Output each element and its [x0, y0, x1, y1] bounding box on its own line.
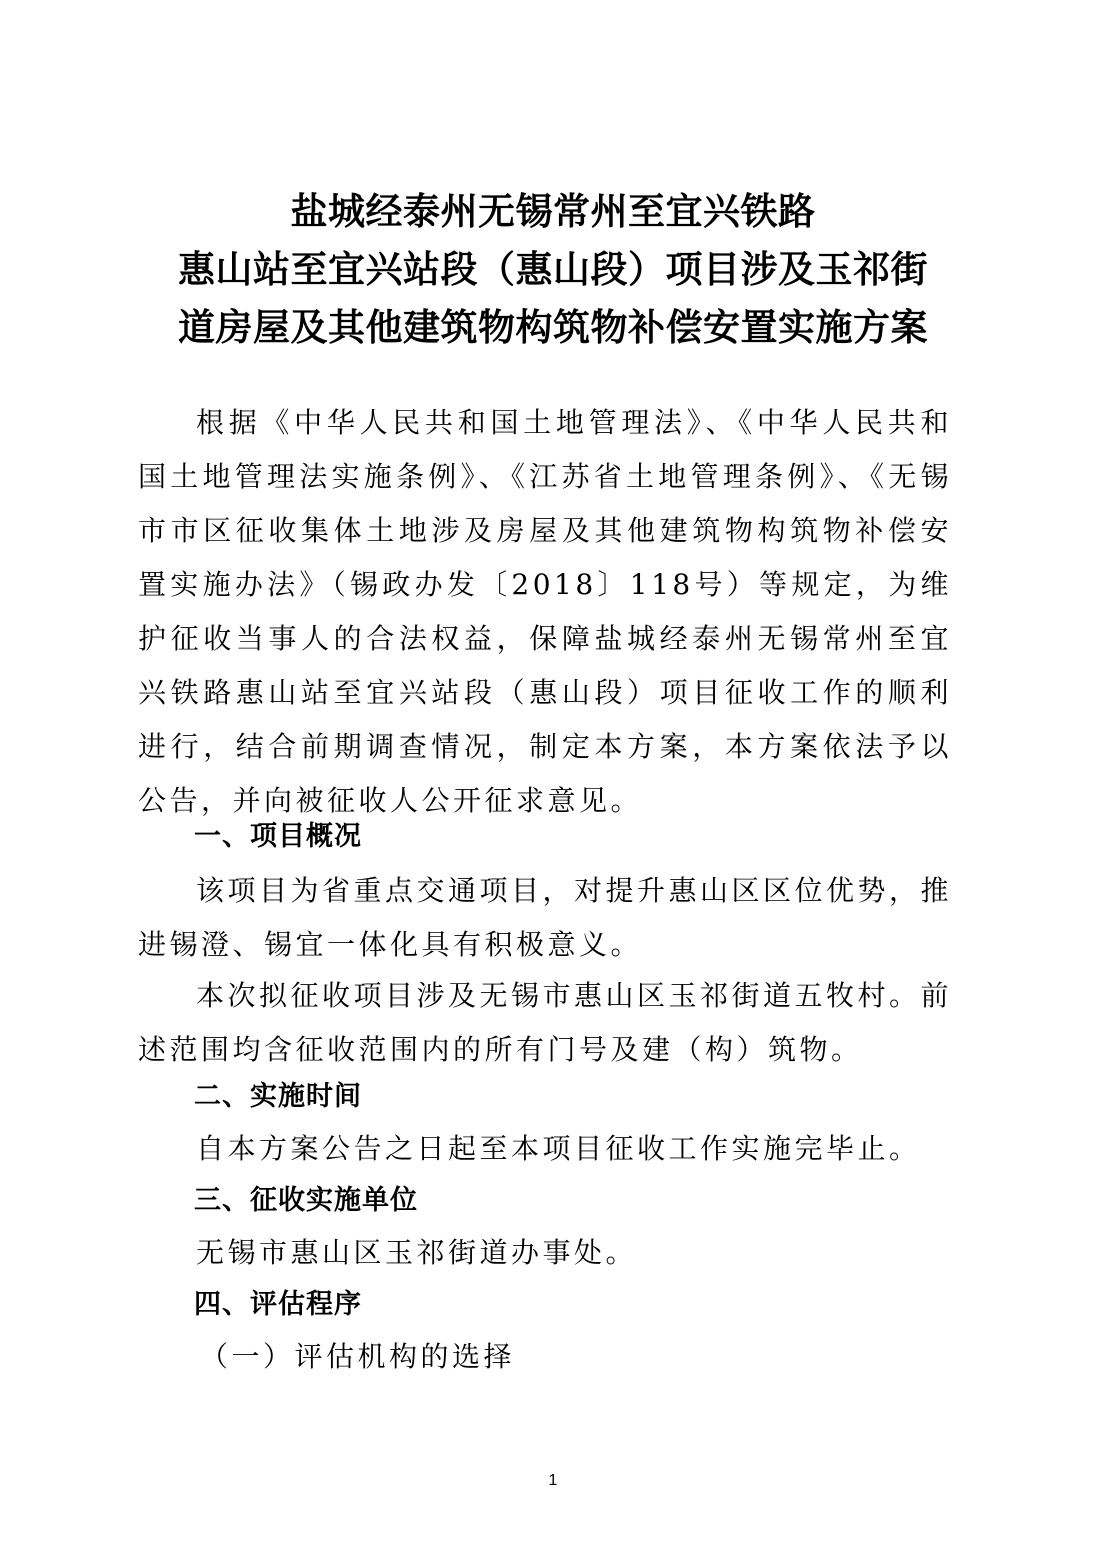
project-overview-paragraph-2: 本次拟征收项目涉及无锡市惠山区玉祁街道五牧村。前述范围均含征收范围内的所有门号及建（构）筑物。	[138, 979, 953, 1066]
intro-paragraph: 根据《中华人民共和国土地管理法》、《中华人民共和国土地管理法实施条例》、《江苏省土地管理条例》、《无锡市市区征收集体土地涉及房屋及其他建筑物构筑物补偿安置实施办法》（锡政办发〔2018〕118号）等规定，为维护征收当事人的合法权益，保障盐城经泰州无锡常州至宜兴铁路惠山站至宜兴站段（惠山段）项目征收工作的顺利进行，结合前期调查情况，制定本方案，本方案依法予以公告，并向被征收人公开征求意见。	[138, 406, 952, 817]
page-number: 1	[548, 1472, 558, 1489]
title-line-3: 道房屋及其他建筑物构筑物补偿安置实施方案	[178, 306, 928, 349]
project-overview-paragraph-1: 该项目为省重点交通项目，对提升惠山区区位优势，推进锡澄、锡宜一体化具有积极意义。	[138, 874, 953, 961]
section-heading-assessment-procedure: 四、评估程序	[194, 1289, 362, 1320]
assessment-subheading-1: （一）评估机构的选择	[200, 1340, 516, 1373]
section-heading-project-overview: 一、项目概况	[194, 821, 362, 852]
section-heading-implementing-unit: 三、征收实施单位	[194, 1185, 418, 1216]
section-heading-implementation-time: 二、实施时间	[194, 1081, 362, 1112]
document-title	[0, 183, 1106, 357]
implementing-unit-text: 无锡市惠山区玉祁街道办事处。	[196, 1236, 638, 1269]
title-line-1: 盐城经泰州无锡常州至宜兴铁路	[290, 190, 816, 233]
title-line-2: 惠山站至宜兴站段（惠山段）项目涉及玉祁街	[178, 248, 928, 291]
implementation-time-text: 自本方案公告之日起至本项目征收工作实施完毕止。	[196, 1132, 921, 1165]
